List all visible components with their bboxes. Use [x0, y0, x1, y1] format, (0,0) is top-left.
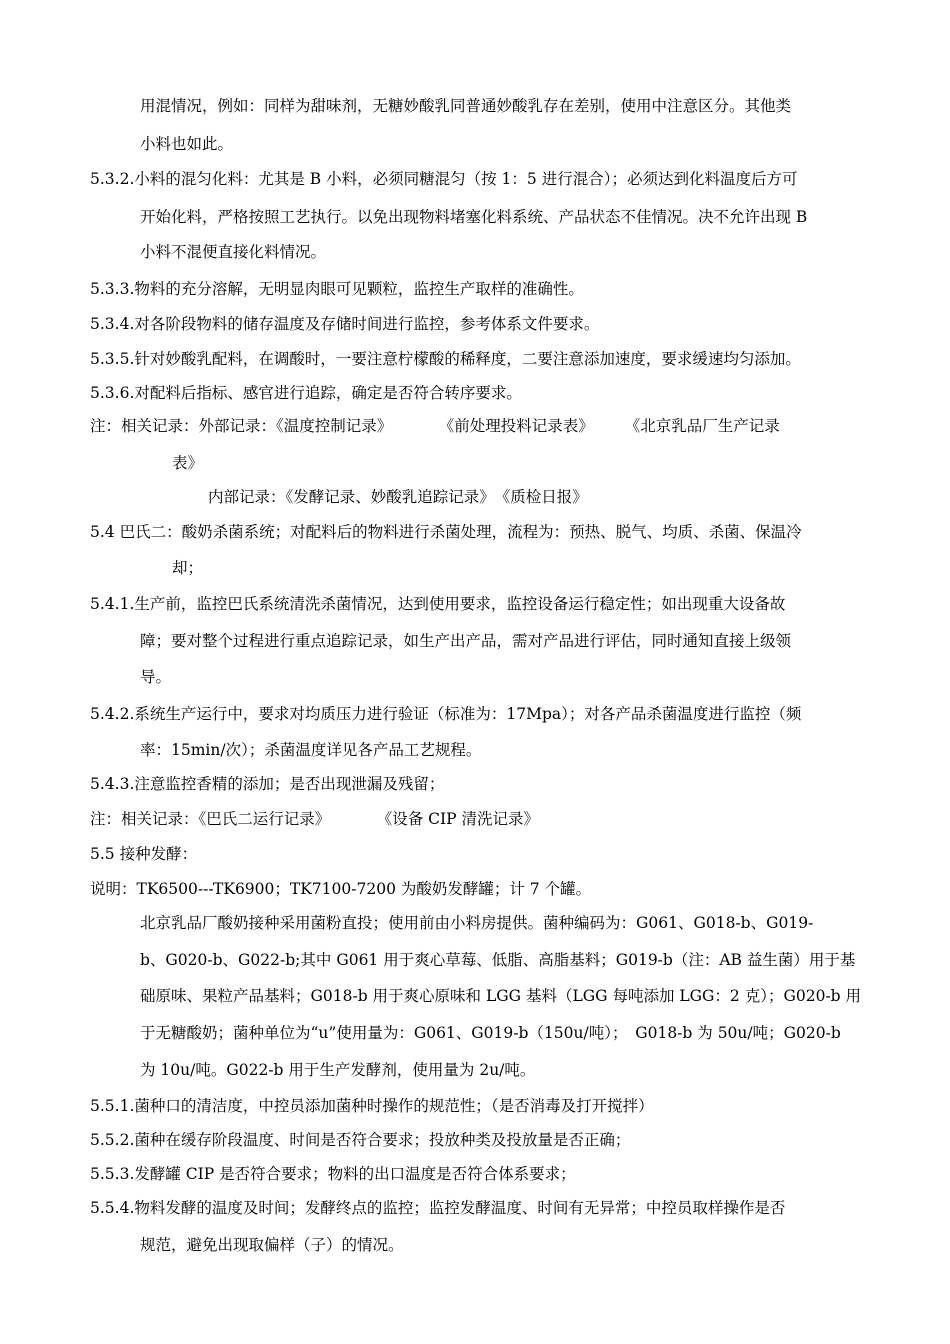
text-line: 为 10u/吨。G022-b 用于生产发酵剂，使用量为 2u/吨。 — [140, 1061, 536, 1079]
text-line: 5.4.1.生产前，监控巴氏系统清洗杀菌情况，达到使用要求，监控设备运行稳定性；如出现重大设备故 — [90, 595, 786, 613]
text-line: 用混情况，例如：同样为甜味剂，无糖妙酸乳同普通妙酸乳存在差别，使用中注意区分。其他类 — [140, 97, 792, 115]
text-line: 5.5.3.发酵罐 CIP 是否符合要求；物料的出口温度是否符合体系要求； — [90, 1165, 576, 1183]
text-line: 开始化料，严格按照工艺执行。以免出现物料堵塞化料系统、产品状态不佳情况。决不允许出现 B — [140, 208, 808, 226]
text-line: 5.3.2.小料的混匀化料：尤其是 B 小料，必须同糖混匀（按 1：5 进行混合）；必须达到化料温度后方可 — [90, 170, 798, 188]
text-line: 却； — [172, 559, 204, 577]
text-line: 小料不混便直接化料情况。 — [140, 243, 327, 261]
note-line: 注：相关记录：《巴氏二运行记录》 《设备 CIP 清洗记录》 — [90, 810, 540, 828]
text-line: 5.5.2.菌种在缓存阶段温度、时间是否符合要求；投放种类及投放量是否正确； — [90, 1131, 631, 1149]
text-line: 表》 — [172, 454, 204, 472]
text-line: 5.5.4.物料发酵的温度及时间；发酵终点的监控；监控发酵温度、时间有无异常；中控员取样操作是否 — [90, 1199, 786, 1217]
section-heading: 5.5 接种发酵： — [90, 845, 198, 863]
text-line: 5.4.2.系统生产运行中，要求对均质压力进行验证（标准为：17Mpa）；对各产品杀菌温度进行监控（频 — [90, 705, 802, 723]
text-line: b、G020-b、G022-b;其中 G061 用于爽心草莓、低脂、高脂基料；G019-b（注：AB 益生菌）用于基 — [140, 951, 856, 969]
note-line: 注：相关记录：外部记录：《温度控制记录》 《前处理投料记录表》 《北京乳品厂生产记录 — [90, 417, 780, 435]
text-line: 于无糖酸奶；菌种单位为“u”使用量为：G061、G019-b（150u/吨）； G018-b 为 50u/吨；G020-b — [140, 1024, 841, 1042]
text-line: 障；要对整个过程进行重点追踪记录，如生产出产品，需对产品进行评估，同时通知直接上级领 — [140, 632, 792, 650]
text-line: 率：15min/次）；杀菌温度详见各产品工艺规程。 — [140, 741, 482, 759]
text-line: 导。 — [140, 668, 172, 686]
text-line: 5.4.3.注意监控香精的添加；是否出现泄漏及残留； — [90, 775, 445, 793]
text-line: 5.3.6.对配料后指标、感官进行追踪，确定是否符合转序要求。 — [90, 384, 522, 402]
text-line: 础原味、果粒产品基料；G018-b 用于爽心原味和 LGG 基料（LGG 每吨添加 LGG：2 克）；G020-b 用 — [140, 987, 862, 1005]
text-line: 5.5.1.菌种口的清洁度，中控员添加菌种时操作的规范性；（是否消毒及打开搅拌） — [90, 1097, 654, 1115]
text-line: 5.3.5.针对妙酸乳配料，在调酸时，一要注意柠檬酸的稀释度，二要注意添加速度，要求缓速均匀添加。 — [90, 350, 801, 368]
text-line: 规范，避免出现取偏样（子）的情况。 — [140, 1236, 404, 1254]
text-line: 5.3.3.物料的充分溶解，无明显肉眼可见颗粒，监控生产取样的准确性。 — [90, 280, 584, 298]
text-line: 5.3.4.对各阶段物料的储存温度及存储时间进行监控，参考体系文件要求。 — [90, 315, 600, 333]
text-line: 内部记录：《发酵记录、妙酸乳追踪记录》 《质检日报》 — [208, 488, 588, 506]
text-line: 小料也如此。 — [140, 135, 234, 153]
text-line: 说明：TK6500---TK6900；TK7100-7200 为酸奶发酵罐；计 7 个罐。 — [90, 880, 592, 898]
section-heading: 5.4 巴氏二：酸奶杀菌系统；对配料后的物料进行杀菌处理，流程为：预热、脱气、均质、杀菌、保温冷 — [90, 523, 802, 541]
text-line: 北京乳品厂酸奶接种采用菌粉直投；使用前由小料房提供。菌种编码为：G061、G018-b、G019- — [140, 914, 814, 932]
